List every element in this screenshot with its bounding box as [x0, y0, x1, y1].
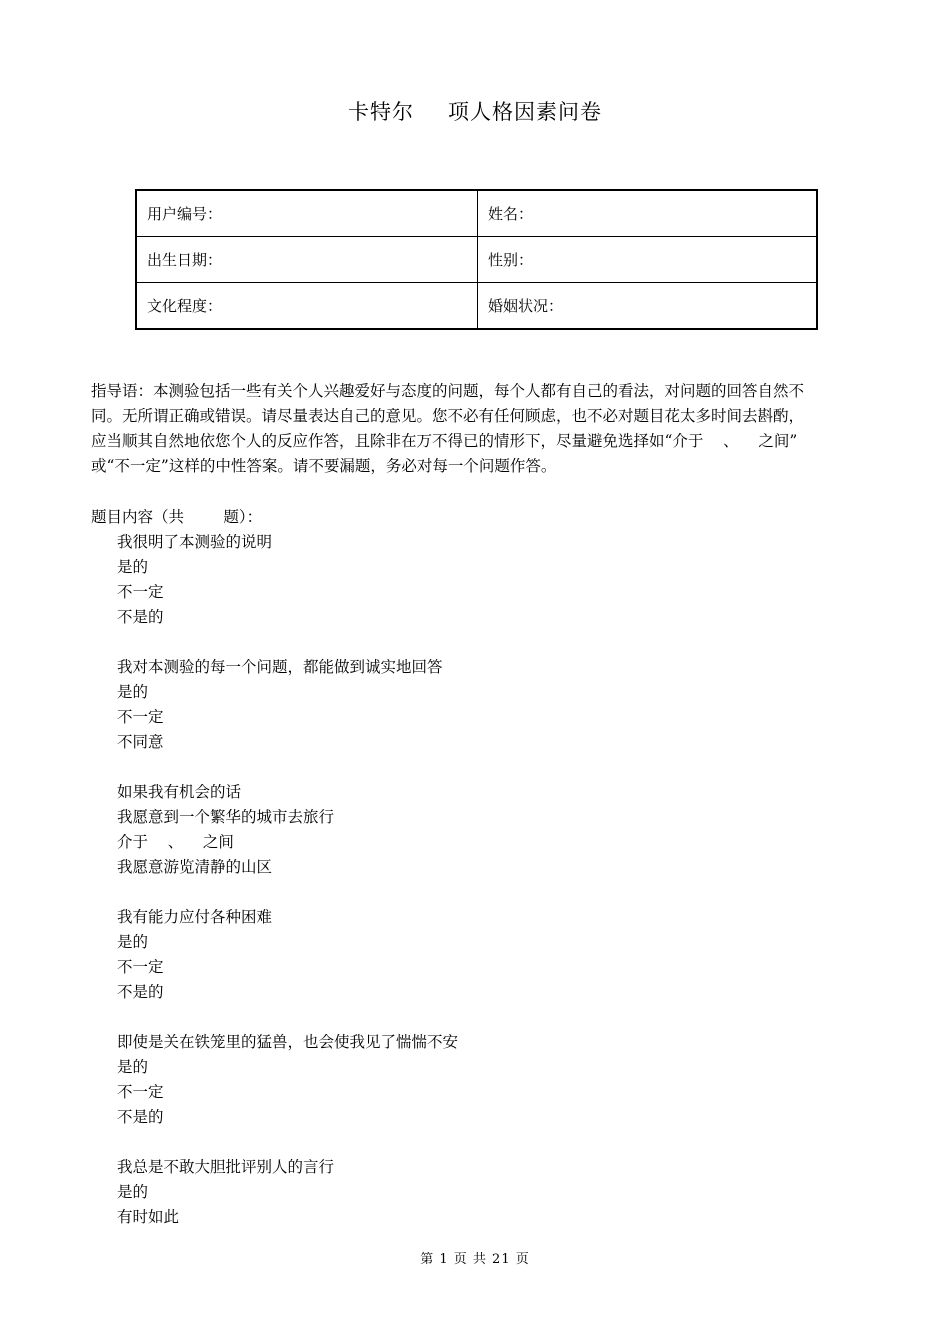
option-a: 是的 — [117, 1183, 149, 1201]
instructions-line: 同。无所谓正确或错误。请尽量表达自己的意见。您不必有任何顾虑，也不必对题目花太多时间去斟酌， — [91, 407, 805, 425]
option-b: 有时如此 — [117, 1208, 180, 1226]
marital-status-label: 婚姻状况： — [478, 283, 818, 330]
option-c: 不同意 — [117, 733, 164, 751]
title-part-1: 卡特尔 — [348, 100, 414, 124]
question-item — [117, 780, 458, 880]
instructions-line: 应当顺其自然地依您个人的反应作答，且除非在万不得已的情形下，尽量避免选择如“介于 、 之间” — [91, 432, 798, 450]
user-info-table — [135, 189, 818, 330]
question-text: 我有能力应付各种困难 — [117, 908, 273, 926]
option-c: 不是的 — [117, 983, 164, 1001]
option-a: 是的 — [117, 1058, 149, 1076]
page-footer: 第 1 页 共 21 页 — [420, 1252, 530, 1267]
question-text: 我很明了本测验的说明 — [117, 533, 273, 551]
option-b: 不一定 — [117, 958, 164, 976]
question-text: 我对本测验的每一个问题，都能做到诚实地回答 — [117, 658, 443, 676]
option-a: 是的 — [117, 558, 149, 576]
question-item — [117, 905, 458, 1005]
title-part-2: 项人格因素问卷 — [448, 100, 602, 124]
info-row — [136, 190, 817, 237]
option-b: 不一定 — [117, 583, 164, 601]
info-row — [136, 237, 817, 283]
option-c: 不是的 — [117, 608, 164, 626]
info-row — [136, 283, 817, 330]
instructions-line: 指导语：本测验包括一些有关个人兴趣爱好与态度的问题，每个人都有自己的看法，对问题的回答自然不 — [91, 382, 805, 400]
option-b: 不一定 — [117, 708, 164, 726]
question-item — [117, 1030, 458, 1130]
option-a: 我愿意到一个繁华的城市去旅行 — [117, 808, 335, 826]
option-b: 介于 、 之间 — [117, 833, 234, 851]
question-list — [117, 530, 458, 1255]
gender-label: 性别： — [478, 237, 818, 283]
user-id-label: 用户编号： — [136, 190, 478, 237]
birth-date-label: 出生日期： — [136, 237, 478, 283]
option-a: 是的 — [117, 683, 149, 701]
option-b: 不一定 — [117, 1083, 164, 1101]
question-item — [117, 1155, 458, 1230]
instructions — [91, 379, 863, 479]
question-text: 如果我有机会的话 — [117, 783, 242, 801]
question-item — [117, 655, 458, 755]
question-item — [117, 530, 458, 630]
items-header: 题目内容（共 题）： — [91, 508, 263, 526]
question-text: 即使是关在铁笼里的猛兽，也会使我见了惴惴不安 — [117, 1033, 459, 1051]
education-label: 文化程度： — [136, 283, 478, 330]
name-label: 姓名： — [478, 190, 818, 237]
option-c: 不是的 — [117, 1108, 164, 1126]
option-c: 我愿意游览清静的山区 — [117, 858, 273, 876]
document-title — [0, 96, 950, 126]
instructions-line: 或“不一定”这样的中性答案。请不要漏题，务必对每一个问题作答。 — [91, 457, 557, 475]
question-text: 我总是不敢大胆批评别人的言行 — [117, 1158, 335, 1176]
option-a: 是的 — [117, 933, 149, 951]
